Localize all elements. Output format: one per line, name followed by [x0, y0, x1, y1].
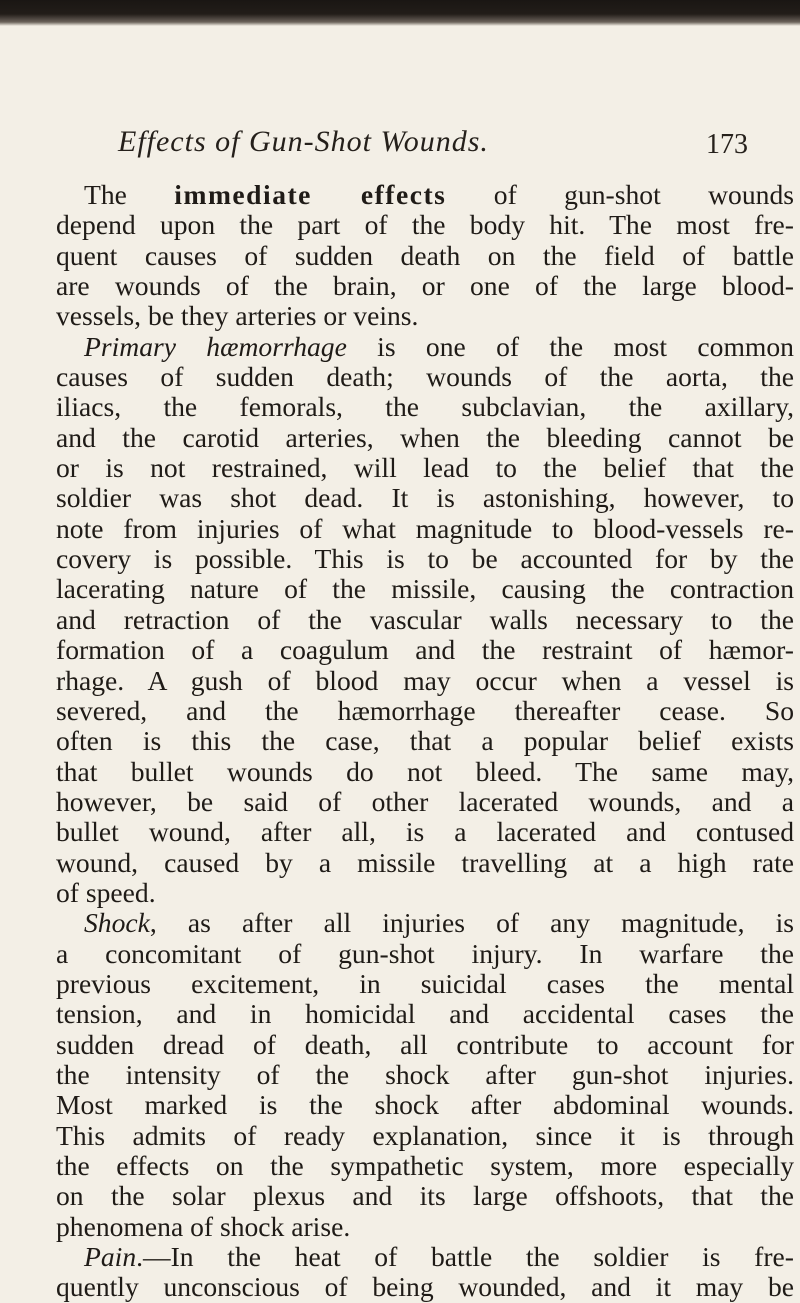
text-line: This admits of ready explanation, since it is through: [56, 1119, 794, 1151]
text-line: vessels, be they arteries or veins.: [56, 300, 419, 332]
text-line: The immediate effects of gun-shot wounds: [84, 179, 794, 210]
text-line: Pain.—In the heat of battle the soldier is fre-: [84, 1241, 794, 1273]
text-line: the intensity of the shock after gun-shot injuries.: [56, 1058, 794, 1090]
text-line: quent causes of sudden death on the field of battle: [56, 239, 794, 271]
text-line: covery is possible. This is to be accounted for by the: [56, 543, 794, 575]
text-line: and retraction of the vascular walls necessary to the: [56, 603, 794, 635]
text-line: wound, caused by a missile travelling at a high rate: [56, 846, 794, 878]
text-line: severed, and the hæmorrhage thereafter cease. So: [56, 694, 794, 726]
text-line: causes of sudden death; wounds of the aorta, the: [56, 361, 794, 393]
body-text: [56, 180, 794, 1303]
italic-heading: Primary hæmorrhage: [84, 330, 347, 362]
text-line: are wounds of the brain, or one of the large blood-: [56, 270, 794, 302]
text-line: soldier was shot dead. It is astonishing, however, to: [56, 482, 794, 514]
text-line: or is not restrained, will lead to the belief that the: [56, 452, 794, 484]
text-line: Shock, as after all injuries of any magnitude, is: [84, 907, 794, 939]
spaced-emphasis: immediate effects: [174, 179, 447, 210]
text-line: bullet wound, after all, is a lacerated and contused: [56, 816, 794, 848]
text-line: phenomena of shock arise.: [56, 1210, 351, 1242]
text-line: sudden dread of death, all contribute to account for: [56, 1028, 794, 1060]
text-line: however, be said of other lacerated wounds, and a: [56, 785, 794, 817]
italic-heading: Pain: [84, 1241, 137, 1273]
text-line: quently unconscious of being wounded, and it may be: [56, 1271, 794, 1303]
text-line: and the carotid arteries, when the bleeding cannot be: [56, 421, 794, 453]
page-number: 173: [706, 129, 748, 160]
text-line: previous excitement, in suicidal cases the mental: [56, 967, 794, 999]
text-line: Primary hæmorrhage is one of the most common: [84, 330, 794, 362]
text-line: often is this the case, that a popular belief exists: [56, 725, 794, 757]
text-line: rhage. A gush of blood may occur when a vessel is: [56, 664, 794, 696]
text-line: Most marked is the shock after abdominal wounds.: [56, 1089, 794, 1121]
text-line: of speed.: [56, 876, 156, 908]
italic-heading: Shock: [84, 907, 150, 939]
text-line: depend upon the part of the body hit. The most fre-: [56, 209, 794, 241]
running-title: Effects of Gun-Shot Wounds.: [118, 125, 489, 158]
running-head: [0, 125, 800, 165]
text-line: that bullet wounds do not bleed. The same may,: [56, 755, 794, 787]
text-line: the effects on the sympathetic system, more especially: [56, 1150, 794, 1181]
text-line: formation of a coagulum and the restraint of hæmor-: [56, 634, 794, 666]
text-line: note from injuries of what magnitude to blood-vessels re-: [56, 512, 794, 544]
text-line: tension, and in homicidal and accidental cases the: [56, 998, 794, 1030]
text-line: iliacs, the femorals, the subclavian, the axillary,: [56, 391, 794, 423]
text-line: lacerating nature of the missile, causing the contraction: [56, 573, 794, 605]
text-line: a concomitant of gun-shot injury. In warfare the: [56, 937, 794, 969]
text-line: on the solar plexus and its large offshoots, that the: [56, 1180, 794, 1212]
